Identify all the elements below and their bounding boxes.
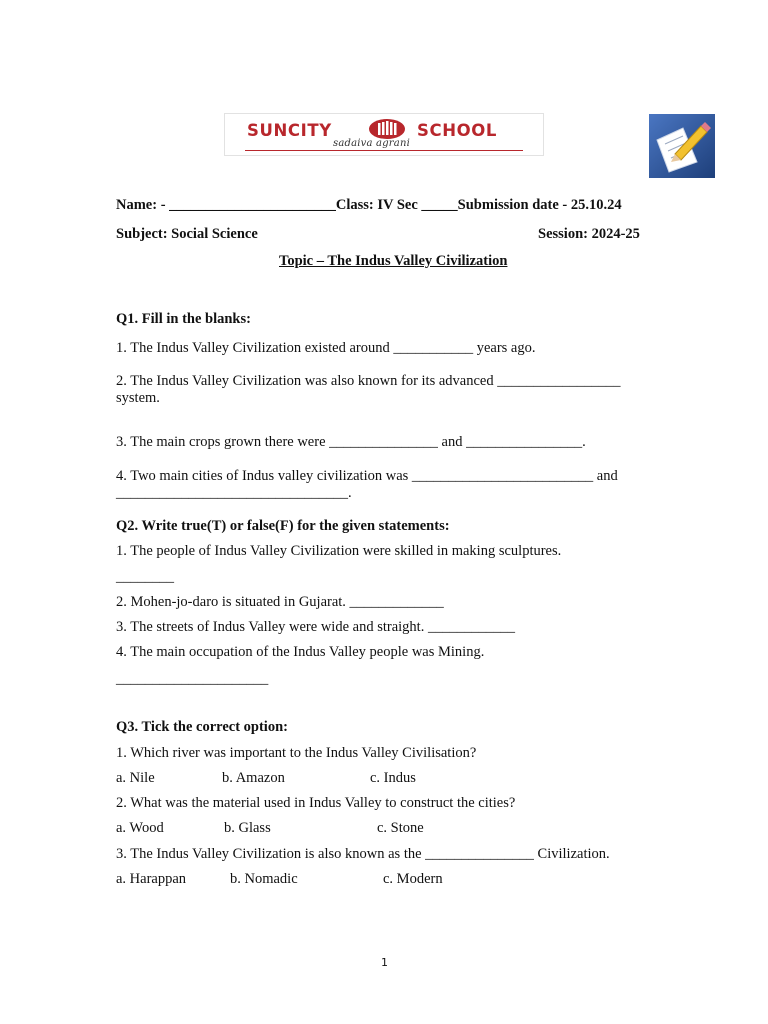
logo-underline [245,150,523,151]
q2-item-4-blank: _____________________ [116,671,269,687]
q3-q1-option-b: b. Amazon [222,770,285,786]
q2-item-2: 2. Mohen-jo-daro is situated in Gujarat. _____________ [116,594,444,610]
q3-q3-option-b: b. Nomadic [230,871,298,887]
q3-heading: Q3. Tick the correct option: [116,719,288,735]
q1-item-3: 3. The main crops grown there were _______________ and ________________. [116,434,586,450]
q3-q2-option-a: a. Wood [116,820,164,836]
q2-item-4: 4. The main occupation of the Indus Valley people was Mining. [116,644,485,660]
session-label: Session: 2024-25 [538,226,640,242]
q1-item-2: 2. The Indus Valley Civilization was also known for its advanced _________________ [116,373,621,389]
q3-q1-option-a: a. Nile [116,770,155,786]
subject-label: Subject: Social Science [116,226,258,242]
logo-tagline: sadaiva agrani [333,138,410,149]
name-class-submission-line: Name: - _______________________Class: IV Sec _____Submission date - 25.10.24 [116,197,622,213]
q3-question-3: 3. The Indus Valley Civilization is also known as the _______________ Civilization. [116,846,610,862]
q3-q3-option-c: c. Modern [383,871,443,887]
q2-heading: Q2. Write true(T) or false(F) for the given statements: [116,518,450,534]
q1-heading: Q1. Fill in the blanks: [116,311,251,327]
q3-q3-option-a: a. Harappan [116,871,187,887]
logo-left-word: SUNCITY [247,121,332,140]
logo-right-word: SCHOOL [417,121,497,140]
q2-item-1-blank: ________ [116,569,174,585]
q3-q2-option-b: b. Glass [224,820,271,836]
q3-q2-option-c: c. Stone [377,820,424,836]
page-number: 1 [381,956,388,969]
q1-item-4-cont: ________________________________. [116,485,352,501]
q2-item-3: 3. The streets of Indus Valley were wide and straight. ____________ [116,619,515,635]
q1-item-4: 4. Two main cities of Indus valley civilization was _________________________ and [116,468,618,484]
q3-question-1: 1. Which river was important to the Indus Valley Civilisation? [116,745,477,761]
q1-item-2-cont: system. [116,390,160,406]
pencil-paper-icon [649,114,715,178]
school-logo [224,113,544,156]
q3-q1-option-c: c. Indus [370,770,416,786]
q3-question-2: 2. What was the material used in Indus Valley to construct the cities? [116,795,516,811]
q1-item-1: 1. The Indus Valley Civilization existed around ___________ years ago. [116,340,536,356]
topic-title: Topic – The Indus Valley Civilization [279,253,508,269]
q2-item-1: 1. The people of Indus Valley Civilization were skilled in making sculptures. [116,543,562,559]
school-emblem-icon [367,118,407,140]
